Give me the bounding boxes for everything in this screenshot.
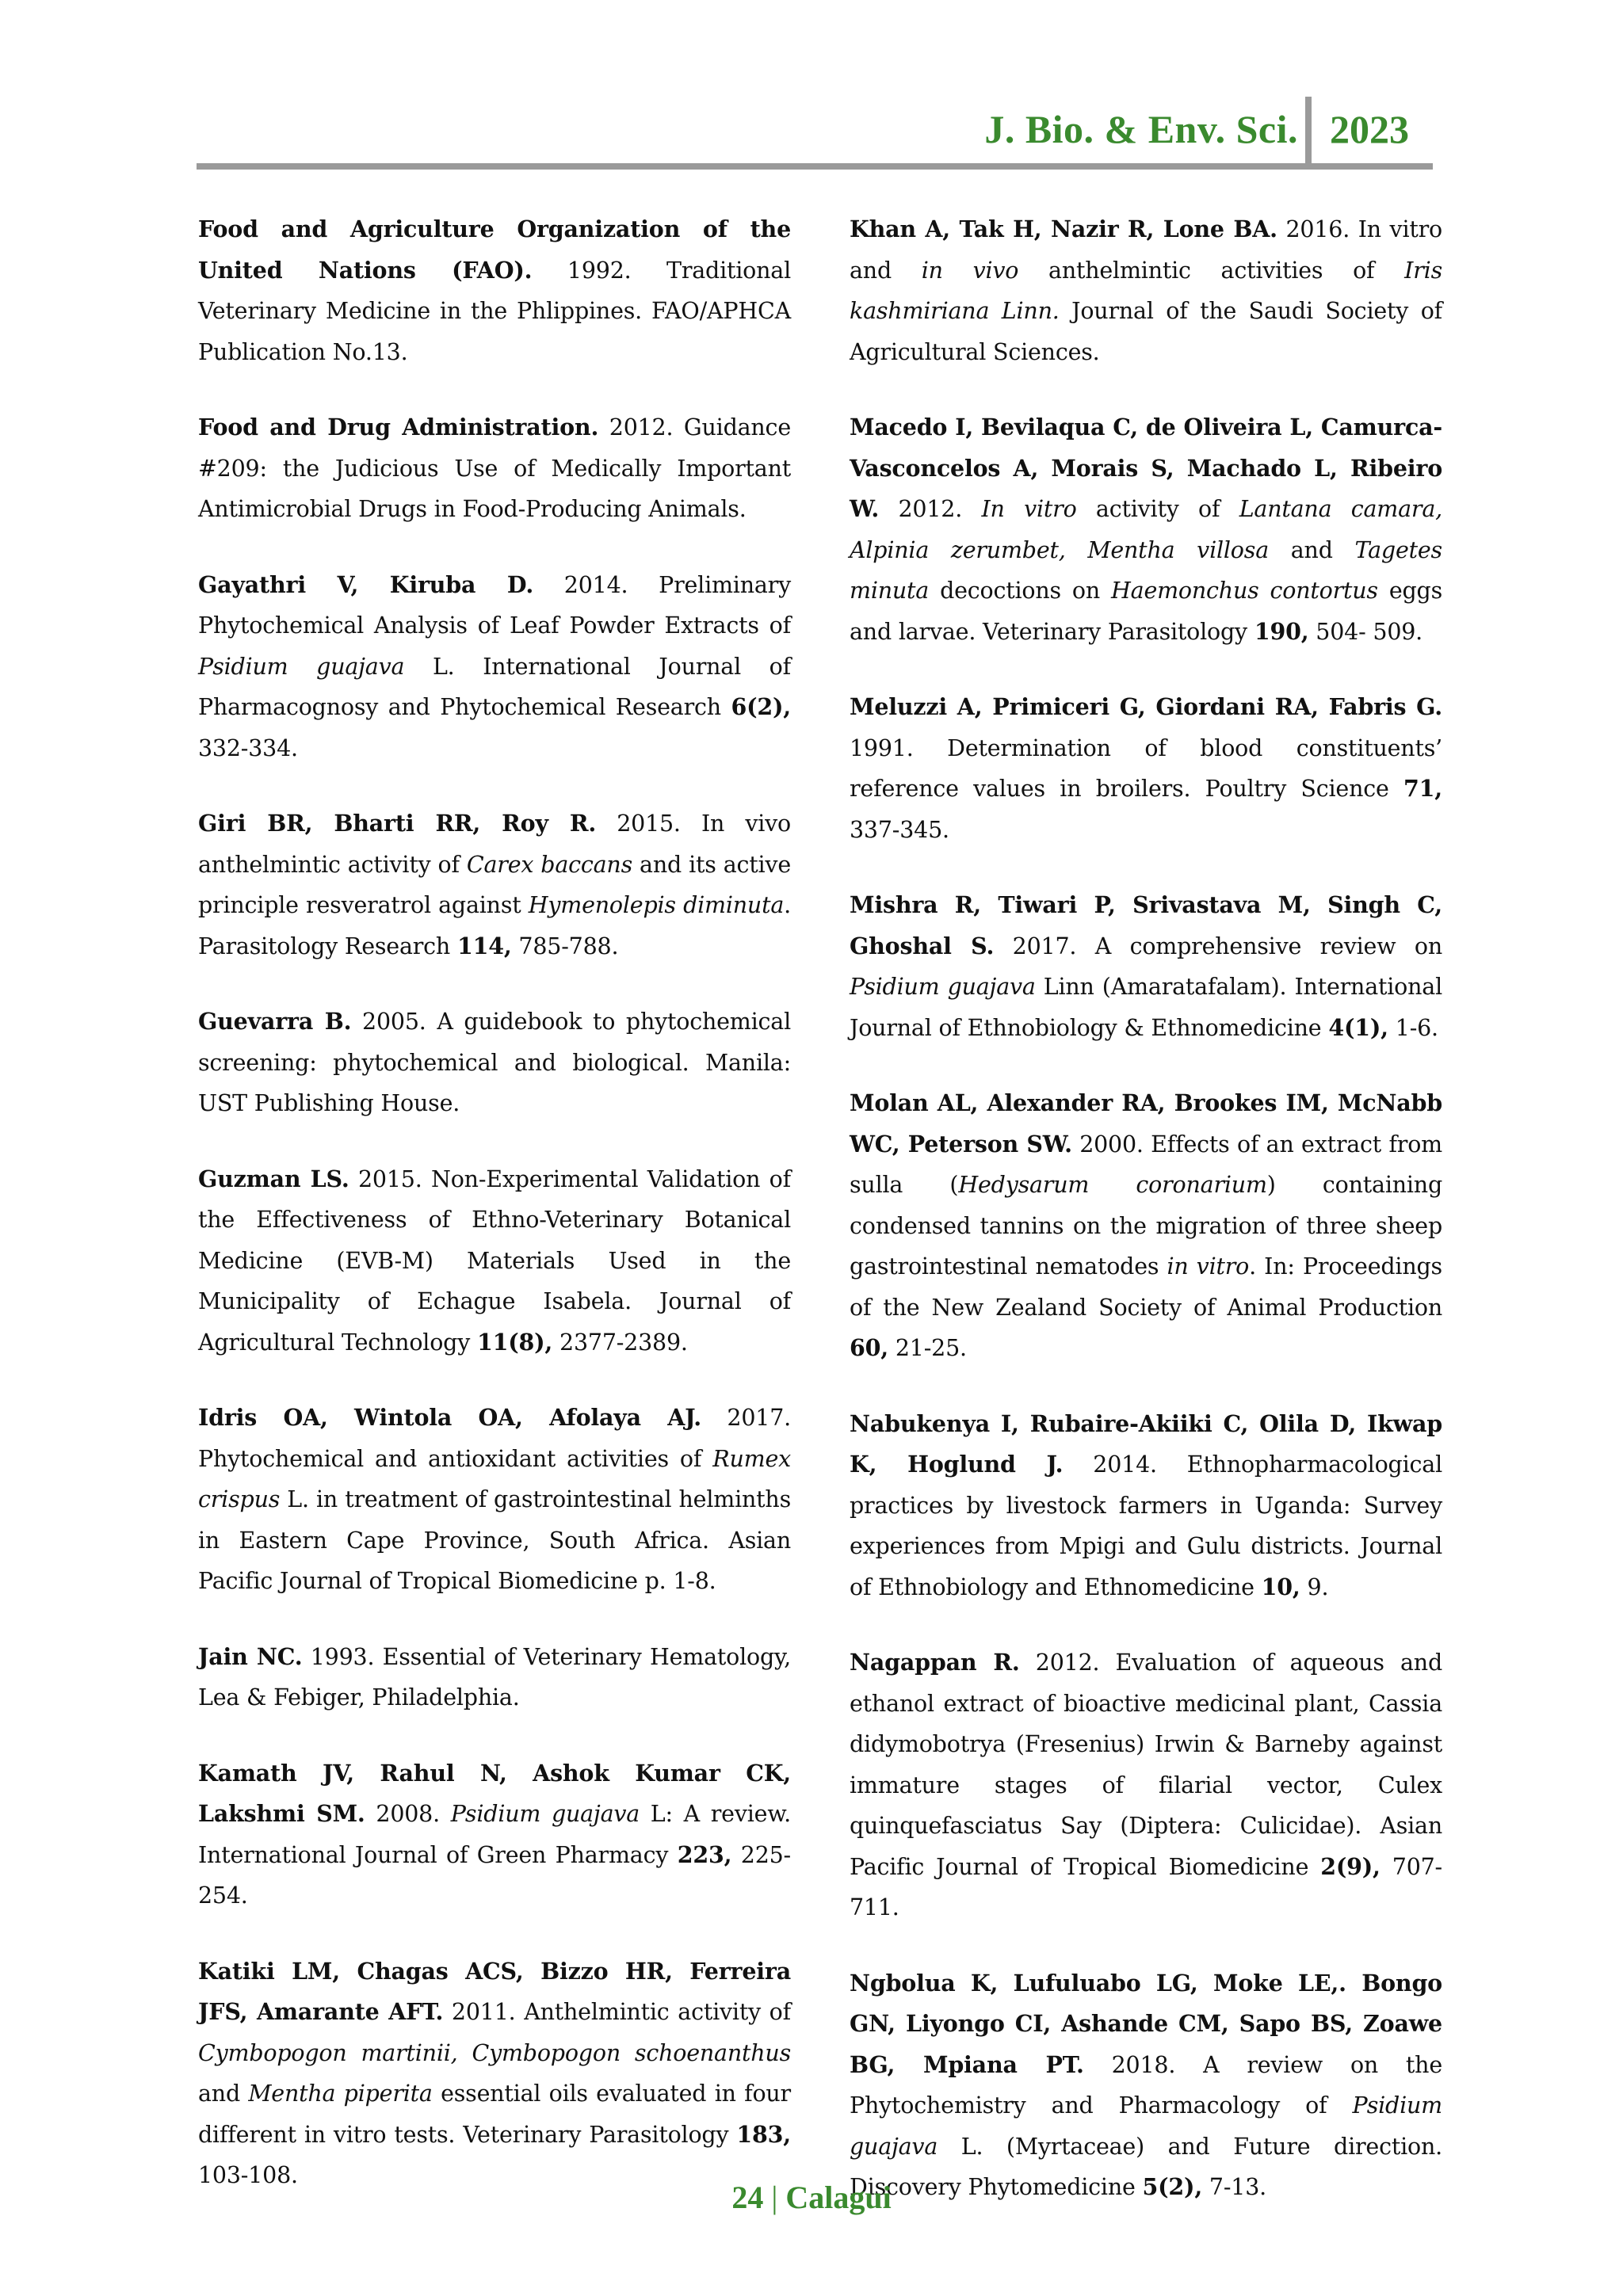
reference-bold-text: Giri BR, Bharti RR, Roy R. (198, 810, 597, 837)
reference-text: 2014. Preliminary Phytochemical Analysis of Leaf Powder Extracts of (198, 571, 791, 639)
reference-bold-text: 11(8), (476, 1328, 553, 1356)
reference-bold-text: Jain NC. (198, 1642, 303, 1670)
reference-text: L. (Myrtaceae) and Future direction. Discovery Phytomedicine (850, 2133, 1442, 2200)
reference-text: 2005. A guidebook to phytochemical screening: phytochemical and biological. Manila: UST Publishing House. (198, 1009, 792, 1116)
reference-text: 337-345. (850, 816, 949, 843)
footer-author: Calagui (785, 2180, 892, 2215)
reference-italic-text: Iris kashmiriana Linn. (850, 257, 1442, 324)
reference-bold-text: Idris OA, Wintola OA, Afolaya AJ. (198, 1404, 701, 1431)
reference-bold-text: Food and Agriculture Organization of the United Nations (FAO). (198, 215, 791, 284)
reference-text: activity of (1076, 496, 1239, 522)
reference-bold-text: Ngbolua K, Lufuluabo LG, Moke LE,. Bongo GN, Liyongo CI, Ashande CM, Sapo BS, Zoawe BG, Mpiana PT. (850, 1969, 1442, 2078)
reference-bold-text: Mishra R, Tiwari P, Srivastava M, Singh C, Ghoshal S. (850, 891, 1442, 959)
reference-bold-text: 190, (1254, 617, 1309, 645)
reference-bold-text: Nagappan R. (850, 1649, 1020, 1676)
reference-text: 2011. Anthelmintic activity of (443, 1999, 791, 2025)
reference-entry (850, 407, 1442, 652)
journal-title: J. Bio. & Env. Sci. (984, 107, 1298, 151)
reference-italic-text: Psidium guajava (850, 974, 1036, 1000)
reference-italic-text: Psidium guajava (850, 2092, 1442, 2160)
reference-bold-text: Khan A, Tak H, Nazir R, Lone BA. (850, 215, 1277, 242)
reference-text: 785-788. (511, 933, 619, 959)
reference-text: 2000. Effects of an extract from sulla ( (850, 1131, 1443, 1198)
footer-separator: | (771, 2180, 778, 2215)
reference-text: essential oils evaluated in four different in vitro tests. Veterinary Parasitology (198, 2081, 791, 2148)
reference-entry (198, 1637, 791, 1718)
reference-bold-text: Meluzzi A, Primiceri G, Giordani RA, Fabris G. (850, 693, 1442, 720)
reference-bold-text: Katiki LM, Chagas ACS, Bizzo HR, Ferreira JFS, Amarante AFT. (198, 1957, 791, 2025)
reference-text: 707-711. (850, 1853, 1442, 1920)
page-number: 24 (731, 2180, 764, 2215)
reference-text: L. International Journal of Pharmacognosy and Phytochemical Research (198, 653, 791, 720)
reference-bold-text: 223, (677, 1840, 732, 1868)
reference-text: 1-6. (1388, 1014, 1438, 1041)
reference-bold-text: Kamath JV, Rahul N, Ashok Kumar CK, Lakshmi SM. (198, 1759, 791, 1827)
reference-text: 2008. (365, 1801, 451, 1827)
reference-bold-text: Food and Drug Administration. (198, 414, 599, 441)
reference-text: 1991. Determination of blood constituents’ reference values in broilers. Poultry Science (850, 734, 1442, 802)
reference-text: L. in treatment of gastrointestinal helminths in Eastern Cape Province, South Africa. Asian Pacific Journal of Tropical Biomedicine p. 1-8. (198, 1486, 791, 1594)
reference-bold-text: 5(2), (1142, 2173, 1203, 2200)
references-right-column (850, 209, 1442, 2243)
reference-entry (198, 1001, 791, 1124)
reference-bold-text: Gayathri V, Kiruba D. (198, 570, 534, 598)
reference-text: Journal of the Saudi Society of Agricultural Sciences. (850, 298, 1442, 365)
running-header (197, 93, 1433, 176)
reference-text: L: A review. International Journal of Green Pharmacy (198, 1801, 792, 1868)
reference-text: anthelmintic activities of (1018, 257, 1405, 284)
reference-text: 103-108. (198, 2162, 298, 2188)
reference-text: 2018. A review on the Phytochemistry and Pharmacology of (850, 2051, 1442, 2119)
reference-text: 2012. Guidance #209: the Judicious Use of Medically Important Antimicrobial Drugs in Food-Producing Animals. (198, 414, 791, 522)
reference-text: 2016. In vitro and (850, 216, 1442, 284)
reference-text: 2017. A comprehensive review on (994, 933, 1442, 959)
reference-entry (850, 687, 1442, 850)
reference-text: 2015. Non-Experimental Validation of the Effectiveness of Ethno-Veterinary Botanical Medicine (EVB-M) Materials Used in the Municipality of Echague Isabela. Journal of Agricultural Technology (198, 1165, 791, 1356)
reference-entry (198, 803, 791, 967)
reference-italic-text: Rumex crispus (198, 1445, 791, 1512)
reference-italic-text: Carex baccans (466, 851, 633, 878)
reference-entry (850, 885, 1442, 1048)
reference-entry (850, 209, 1442, 372)
reference-text: . Parasitology Research (198, 892, 791, 959)
reference-italic-text: Lantana camara, Alpinia zerumbet, Mentha villosa (850, 496, 1442, 563)
reference-text: 2014. Ethnopharmacological practices by livestock farmers in Uganda: Survey experiences from Mpigi and Gulu districts. Journal of Ethnobiology and Ethnomedicine (850, 1451, 1442, 1600)
reference-text: 2015. In vivo anthelmintic activity of (198, 810, 791, 878)
reference-bold-text: 4(1), (1328, 1013, 1388, 1041)
reference-bold-text: 2(9), (1320, 1852, 1381, 1880)
reference-italic-text: Tagetes minuta (850, 536, 1442, 604)
reference-text: and (198, 2081, 249, 2107)
reference-text: 9. (1300, 1573, 1329, 1600)
reference-text: 225-254. (198, 1841, 791, 1909)
reference-entry (198, 1398, 791, 1602)
reference-italic-text: in vitro (1167, 1253, 1250, 1280)
reference-text: 2012. Evaluation of aqueous and ethanol extract of bioactive medicinal plant, Cassia didymobotrya (Fresenius) Irwin & Barneby against immature stages of filarial vector, Culex quinquefasciatus Say (Diptera: Culicidae). Asian Pacific Journal of Tropical Biomedicine (850, 1650, 1442, 1880)
reference-text: and (1268, 536, 1355, 563)
reference-text: 1993. Essential of Veterinary Hematology, Lea & Febiger, Philadelphia. (198, 1643, 791, 1711)
journal-year: 2023 (1330, 107, 1409, 151)
reference-text: Linn (Amaratafalam). International Journal of Ethnobiology & Ethnomedicine (850, 974, 1442, 1041)
reference-entry (850, 1642, 1442, 1928)
reference-entry (198, 565, 791, 769)
reference-text: 21-25. (888, 1335, 967, 1361)
reference-text: 7-13. (1202, 2174, 1267, 2200)
reference-italic-text: Hymenolepis diminuta (528, 892, 785, 918)
reference-italic-text: Haemonchus contortus (1111, 578, 1378, 604)
header-rule (197, 163, 1433, 170)
header-separator (1305, 97, 1312, 165)
reference-text: and its active principle resveratrol against (198, 851, 792, 918)
reference-bold-text: 183, (736, 2120, 791, 2148)
reference-text: ) containing condensed tannins on the migration of three sheep gastrointestinal nematodes (850, 1172, 1442, 1280)
reference-bold-text: 60, (850, 1334, 888, 1361)
reference-text: 2012. (879, 496, 982, 522)
reference-entry (198, 407, 791, 530)
reference-bold-text: Nabukenya I, Rubaire-Akiiki C, Olila D, Ikwap K, Hoglund J. (850, 1409, 1442, 1478)
reference-entry (198, 1753, 791, 1917)
reference-italic-text: Hedysarum coronarium (958, 1172, 1267, 1198)
reference-text: . In: Proceedings of the New Zealand Society of Animal Production (850, 1253, 1442, 1321)
reference-entry (198, 1951, 791, 2196)
reference-bold-text: Macedo I, Bevilaqua C, de Oliveira L, Camurca-Vasconcelos A, Morais S, Machado L, Ribeiro W. (850, 414, 1442, 522)
reference-entry (850, 1083, 1442, 1369)
reference-bold-text: 10, (1261, 1573, 1300, 1600)
reference-text: 1992. Traditional Veterinary Medicine in the Phlippines. FAO/APHCA Publication No.13. (198, 257, 792, 365)
reference-text: eggs and larvae. Veterinary Parasitology (850, 578, 1442, 645)
reference-text: 332-334. (198, 734, 298, 761)
reference-bold-text: 6(2), (731, 693, 791, 720)
reference-text: 504- 509. (1308, 618, 1423, 645)
page-footer (0, 2179, 1623, 2216)
reference-entry (850, 1963, 1442, 2208)
reference-italic-text: In vitro (981, 496, 1077, 522)
reference-entry (198, 1159, 791, 1363)
reference-text: 2377-2389. (552, 1329, 688, 1356)
reference-entry (850, 1404, 1442, 1608)
reference-text: 2017. Phytochemical and antioxidant activities of (198, 1405, 791, 1472)
references-left-column (198, 209, 791, 2231)
reference-bold-text: Guzman LS. (198, 1165, 349, 1192)
reference-italic-text: Cymbopogon martinii, Cymbopogon schoenanthus (198, 2039, 791, 2066)
reference-italic-text: Mentha piperita (248, 2081, 433, 2107)
reference-bold-text: 71, (1403, 775, 1442, 802)
reference-italic-text: in vivo (921, 257, 1019, 284)
reference-entry (198, 209, 791, 372)
reference-bold-text: Guevarra B. (198, 1008, 352, 1035)
reference-italic-text: Psidium guajava (450, 1801, 640, 1827)
reference-text: decoctions on (929, 578, 1111, 604)
reference-bold-text: Molan AL, Alexander RA, Brookes IM, McNabb WC, Peterson SW. (850, 1089, 1442, 1158)
reference-bold-text: 114, (456, 932, 512, 959)
reference-italic-text: Psidium guajava (198, 653, 405, 680)
